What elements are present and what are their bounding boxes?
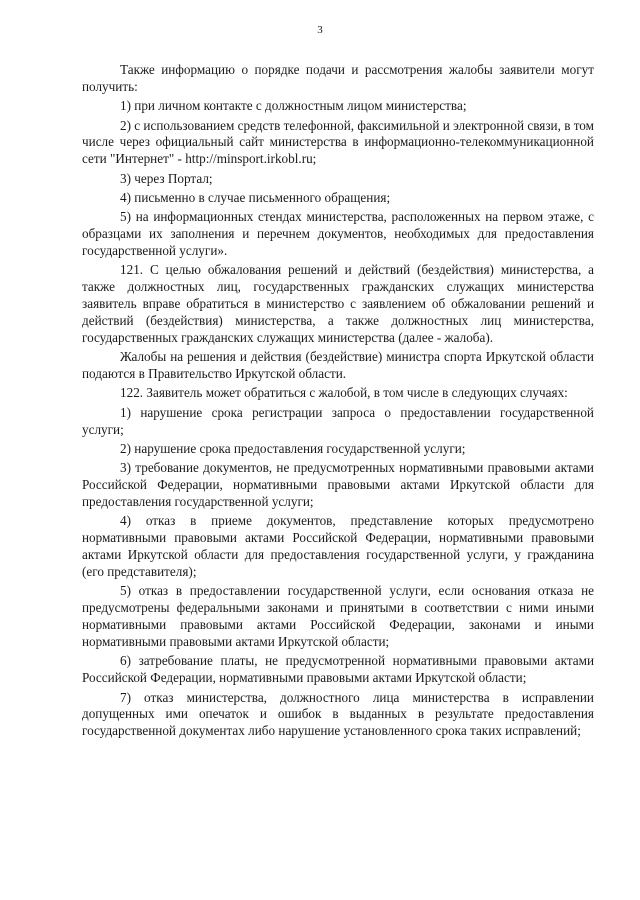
paragraph-case-7: 7) отказ министерства, должностного лица министерства в исправлении допущенных ими опечаток и ошибок в выданных в результате предоставления государственной документах либо нарушение установленного срока таких исправлений; (82, 689, 594, 739)
paragraph-info-item-4: 4) письменно в случае письменного обращения; (120, 189, 391, 205)
paragraph-clause-121: 121. С целью обжалования решений и действий (бездействия) министерства, а также должностных лиц, государственных гражданских служащих министерства заявитель вправе обратиться в министерство с заявлением об обжаловании решений и действий (бездействия) министерства, а также должностных лиц министерства, государственных гражданских служащих министерства (далее - жалоба). (82, 262, 594, 345)
paragraph-minister-complaints: Жалобы на решения и действия (бездействие) министра спорта Иркутской области подаются в Правительство Иркутской области. (82, 349, 594, 382)
paragraph-info-item-5: 5) на информационных стендах министерства, расположенных на первом этаже, с образцами их заполнения и перечнем документов, необходимых для предоставления государственной услуги». (82, 209, 594, 259)
paragraph-case-6: 6) затребование платы, не предусмотренной нормативными правовыми актами Российской Федерации, нормативными правовыми актами Иркутской области; (82, 653, 594, 686)
paragraph-case-2: 2) нарушение срока предоставления государственной услуги; (120, 440, 466, 456)
page-number: 3 (317, 24, 323, 36)
paragraph-info-item-3: 3) через Портал; (120, 170, 213, 186)
paragraph-case-3: 3) требование документов, не предусмотренных нормативными правовыми актами Российской Федерации, нормативными правовыми актами Иркутской области для предоставления государственной услуги; (82, 460, 594, 510)
document-body (82, 62, 594, 743)
paragraph-info-intro: Также информацию о порядке подачи и рассмотрения жалобы заявители могут получить: (82, 62, 594, 94)
paragraph-case-1: 1) нарушение срока регистрации запроса о предоставлении государственной услуги; (82, 404, 594, 437)
paragraph-clause-122: 122. Заявитель может обратиться с жалобой, в том числе в следующих случаях: (120, 385, 568, 401)
paragraph-case-4: 4) отказ в приеме документов, представление которых предусмотрено нормативными правовыми актами Российской Федерации, нормативными правовыми актами Иркутской области для предоставления государственной услуги, у гражданина (его представителя); (82, 513, 594, 580)
paragraph-case-5: 5) отказ в предоставлении государственной услуги, если основания отказа не предусмотрены федеральными законами и принятыми в соответствии с ними иными нормативными правовыми актами Российской Федерации, законами и иными нормативными правовыми актами Иркутской области; (82, 583, 594, 650)
paragraph-info-item-2: 2) с использованием средств телефонной, факсимильной и электронной связи, в том числе через официальный сайт министерства в информационно-телекоммуникационной сети "Интернет" - http://minsport.irkobl.ru; (82, 117, 594, 167)
paragraph-info-item-1: 1) при личном контакте с должностным лицом министерства; (120, 98, 467, 114)
